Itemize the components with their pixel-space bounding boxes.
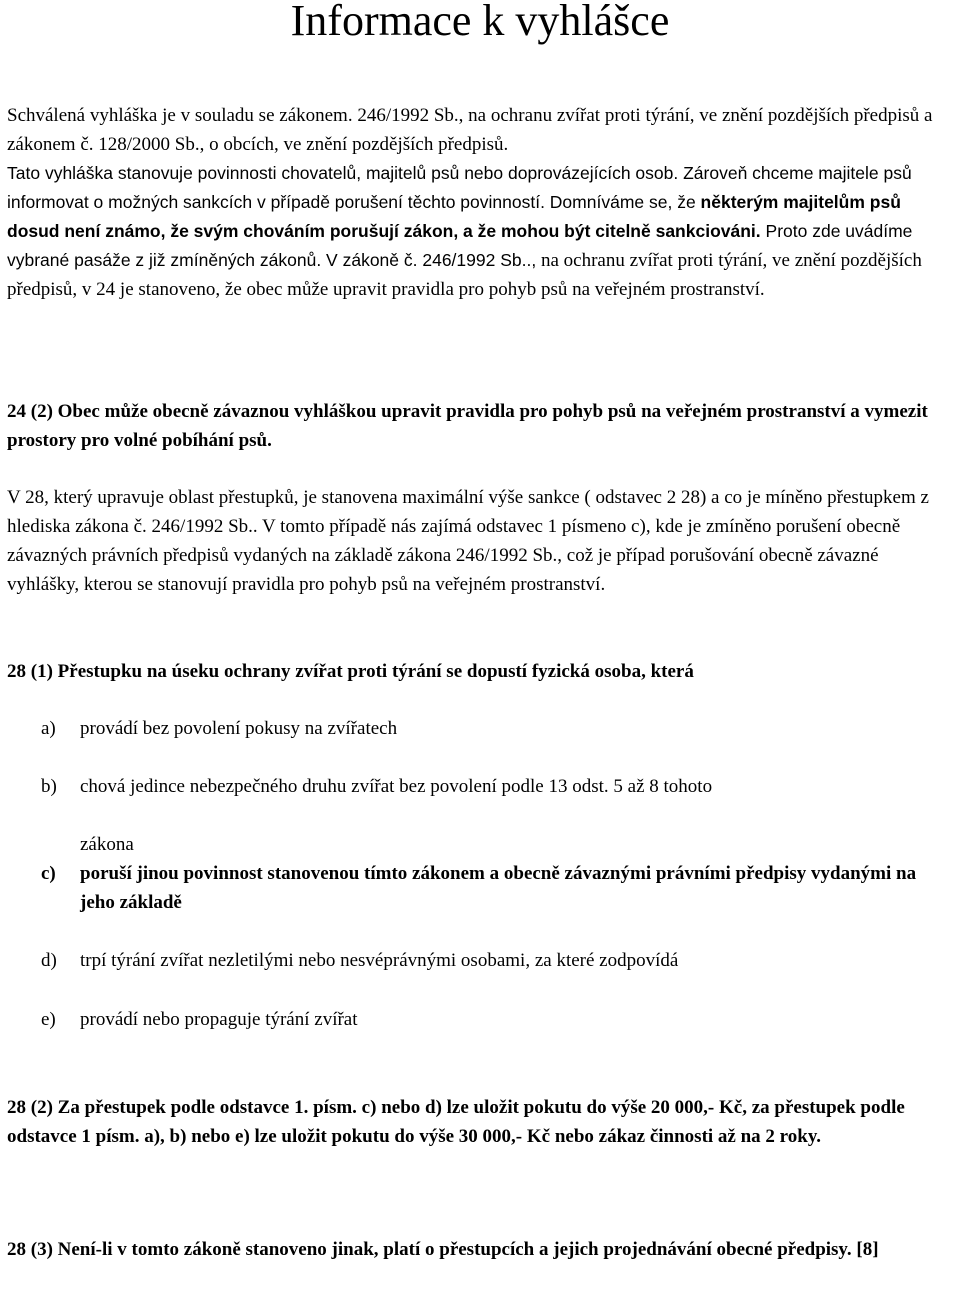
list-item-text: poruší jinou povinnost stanovenou tímto zákonem a obecně závaznými právními předpisy vydanými na jeho základě bbox=[80, 863, 917, 913]
list-marker: e) bbox=[41, 1009, 56, 1030]
intro-paragraph bbox=[7, 101, 955, 304]
list-marker: a) bbox=[41, 718, 56, 739]
list-item-e bbox=[41, 1005, 955, 1034]
list-item-d bbox=[41, 946, 955, 975]
intro-text-2: Tato vyhláška stanovuje povinnosti chovatelů, majitelů psů nebo doprovázejících osob. Zároveň chceme majitele psů informovat o možných sankcích v případě porušení těchto povinností. Domníváme se, že bbox=[7, 163, 912, 212]
list-item-a bbox=[41, 714, 955, 743]
list-item-text: provádí nebo propaguje týrání zvířat bbox=[80, 1009, 358, 1030]
section-28-2: 28 (2) Za přestupek podle odstavce 1. písm. c) nebo d) lze uložit pokutu do výše 20 000,- Kč, za přestupek podle odstavce 1 písm. a), b) nebo e) lze uložit pokutu do výše 30 000,- Kč nebo zákaz činnosti až na 2 roky. bbox=[7, 1097, 905, 1147]
list-item-text: trpí týrání zvířat nezletilými nebo nesvéprávnými osobami, za které zodpovídá bbox=[80, 950, 679, 971]
section-28-1-heading: 28 (1) Přestupku na úseku ochrany zvířat proti týrání se dopustí fyzická osoba, která bbox=[7, 661, 694, 682]
intro-text-bold: některým majitelům psů dosud není známo, že svým chováním porušují zákon, a že mohou být citelně sankciováni. bbox=[7, 192, 901, 241]
intro-text-1: Schválená vyhláška je v souladu se zákonem. 246/1992 Sb., na ochranu zvířat proti týrání, ve znění pozdějších předpisů a zákonem č. 128/2000 Sb., o obcích, ve znění pozdějších předpisů. bbox=[7, 105, 933, 155]
list-item-b bbox=[41, 772, 955, 859]
list-item-c bbox=[41, 859, 955, 917]
section-28-paragraph: V 28, který upravuje oblast přestupků, je stanovena maximální výše sankce ( odstavec 2 28) a co je míněno přestupkem z hlediska zákona č. 246/1992 Sb.. V tomto případě nás zajímá odstavec 1 písmeno c), kde je zmíněno porušení obecně závazných právních předpisů vydaných na základě zákona 246/1992 Sb., což je případ porušování obecně závazné vyhlášky, kterou se stanovují pravidla pro pohyb psů na veřejném prostranství. bbox=[7, 487, 929, 595]
intro-text-3: Proto zde uvádíme vybrané pasáže z již zmíněných zákonů. V zákoně č. 246/1992 Sb.., bbox=[7, 221, 913, 270]
intro-text-4: na ochranu zvířat proti týrání, ve znění pozdějších předpisů, v 24 je stanoveno, že obec může upravit pravidla pro pohyb psů na veřejném prostranství. bbox=[7, 250, 922, 300]
list-marker: b) bbox=[41, 776, 57, 797]
page-title: Informace k vyhlášce bbox=[290, 0, 670, 45]
list-item-continuation: zákona bbox=[80, 834, 134, 855]
section-24-2: 24 (2) Obec může obecně závaznou vyhláškou upravit pravidla pro pohyb psů na veřejném prostranství a vymezit prostory pro volné pobíhání psů. bbox=[7, 401, 928, 451]
section-28-3: 28 (3) Není-li v tomto zákoně stanoveno jinak, platí o přestupcích a jejich projednávání obecné předpisy. [8] bbox=[7, 1239, 879, 1260]
list-marker: d) bbox=[41, 950, 57, 971]
list-item-text: chová jedince nebezpečného druhu zvířat bez povolení podle 13 odst. 5 až 8 tohoto bbox=[80, 776, 713, 797]
list-item-text: provádí bez povolení pokusy na zvířatech bbox=[80, 718, 398, 739]
list-marker: c) bbox=[41, 863, 56, 884]
